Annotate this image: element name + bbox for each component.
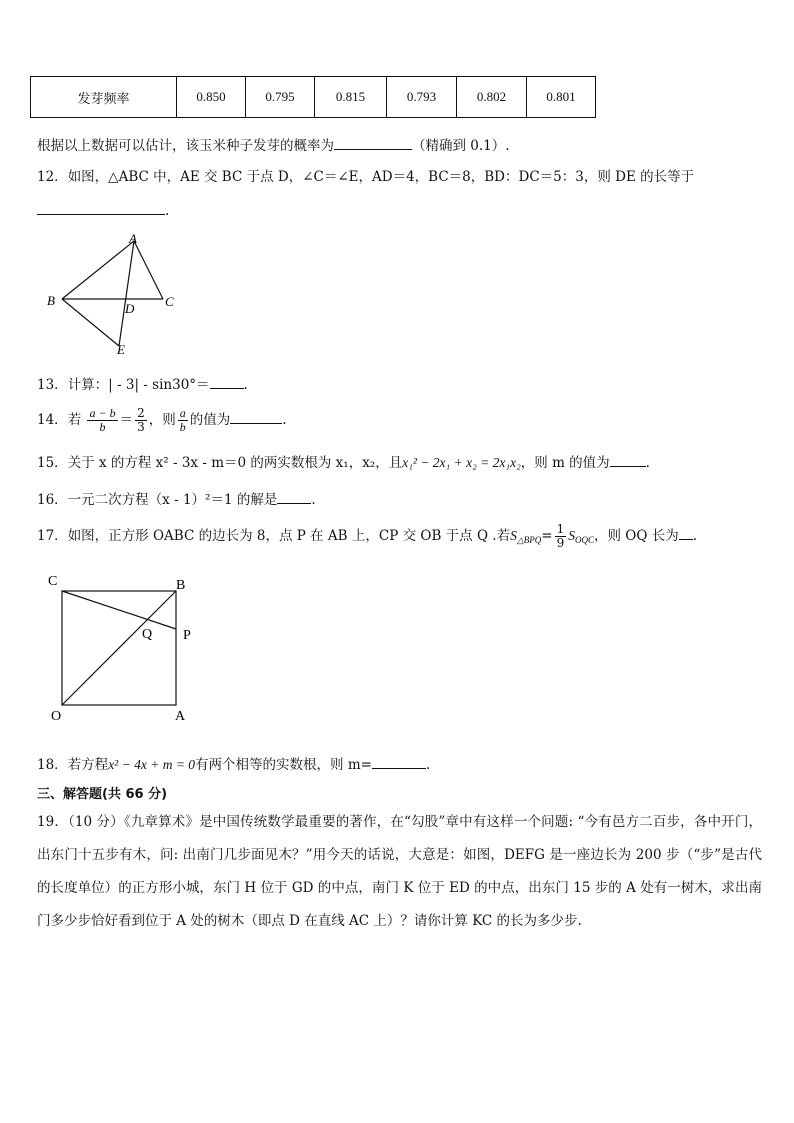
question-suffix: . [311,492,316,508]
question-19: 19．（10 分）《九章算术》是中国传统数学最重要的著作，在“勾股”章中有这样一个问题: “今有邑方二百步，各中开门，出东门十五步有木，问: 出南门几步面见木？”用今天的话说，大意是：如图，DEFG 是一座边长为 200 步（“步”是古代的长度单位）的正方形小城，东门 H 位于 GD 的中点，南门 K 位于 ED 的中点，出东门 15 步的 A 处有一树木，求出南门多少步恰好看到位于 A 处的树木（即点 D 在直线 AC 上）？请你计算 KC 的长为多少步. [37,814,762,929]
question-text: 如图，正方形 OABC 的边长为 8，点 P 在 AB 上，CP 交 OB 于点 Q .若 [67,528,511,544]
question-suffix: . [165,203,170,219]
triangle-figure [40,228,190,358]
table-cell: 0.801 [527,77,596,118]
answer-blank[interactable] [372,755,426,769]
question-suffix: . [425,757,431,773]
label-B: B [176,578,186,593]
question-text: 计算：| - 3| - sin30°＝ [67,377,210,393]
question-suffix: . [692,528,698,544]
numerator: 2 [137,406,145,420]
denominator: 3 [137,420,145,434]
answer-blank[interactable] [277,490,311,504]
label-Q: Q [142,627,153,642]
table-cell: 0.850 [177,77,246,118]
fraction [178,407,188,434]
section-title: 三、解答题(共 66 分) [37,787,168,802]
table-cell: 0.795 [246,77,315,118]
question-17 [37,518,697,558]
equals-sign: ＝ [119,412,134,428]
question-number: 15． [37,455,68,471]
question-text: 如图，△ABC 中，AE 交 BC 于点 D，∠C＝∠E，AD＝4，BC＝8，BD：DC＝5：3，则 DE 的长等于 [67,169,695,185]
question-suffix: . [645,455,650,471]
fraction [87,407,117,434]
answer-blank[interactable] [230,410,282,424]
label-A: A [129,231,137,246]
question-13 [37,375,248,394]
numerator: a [179,406,186,420]
question-number: 18． [37,757,68,773]
fraction [135,407,147,434]
table-header-cell: 发芽频率 [31,77,177,118]
answer-blank[interactable] [610,453,646,467]
question-suffix: （精确到 0.1）. [412,138,510,154]
fraction [555,523,567,550]
question-number: 17． [37,528,68,544]
question-text: 若方程 [67,757,109,773]
table-cell: 0.802 [457,77,527,118]
answer-blank[interactable] [37,201,165,215]
question-text: ，则 m 的值为 [520,455,610,471]
question-number: 12． [37,169,68,185]
label-A: A [175,709,186,724]
area-symbol: S [568,528,575,543]
question-text: 的值为 [189,412,231,428]
answer-blank[interactable] [210,375,244,389]
question-18 [37,755,430,774]
label-B: B [47,293,55,308]
question-text: 关于 x 的方程 x² - 3x - m＝0 的两实数根为 x₁，x₂，且 [67,455,403,471]
label-C: C [165,294,174,309]
question-text: ，则 OQ 长为 [594,528,679,544]
area-subscript: OQC [574,535,594,545]
answer-blank[interactable] [679,526,693,540]
question-12-blank-line [37,201,169,220]
area-subscript: △BPQ [516,535,542,545]
equals-sign: = [541,528,553,544]
question-suffix: . [243,377,248,393]
table-cell: 0.815 [315,77,387,118]
label-E: E [117,342,125,357]
question-suffix: . [282,412,287,428]
question-number: 14． [37,412,68,428]
label-D: D [125,301,135,316]
answer-blank[interactable] [334,136,412,150]
table-cell: 0.793 [387,77,457,118]
denominator: 9 [556,536,565,550]
label-O: O [51,709,62,724]
question-16 [37,490,316,509]
question-11 [37,136,510,155]
numerator: 1 [556,522,565,536]
question-15 [37,453,650,472]
question-number: 13． [37,377,68,393]
question-text: 根据以上数据可以估计，该玉米种子发芽的概率为 [37,138,334,154]
question-text: 一元二次方程（x - 1）²＝1 的解是 [67,492,278,508]
germination-table [30,76,596,118]
square-figure [40,568,210,728]
numerator: a − b [89,406,116,420]
question-text: ，则 [148,412,176,428]
question-12 [37,168,694,186]
question-14 [37,402,287,438]
equation: x² − 4x + m = 0 [108,757,196,772]
label-C: C [48,574,58,589]
denominator: b [179,420,186,434]
question-number: 16． [37,492,68,508]
denominator: b [99,420,106,434]
area-symbol: S [510,528,517,543]
label-P: P [183,628,191,643]
question-text: 若 [67,412,82,428]
equation: x₁² − 2x₁ + x₂ = 2x₁x₂ [402,455,521,470]
question-text: 有两个相等的实数根，则 m= [195,757,372,773]
table-row [31,77,596,118]
